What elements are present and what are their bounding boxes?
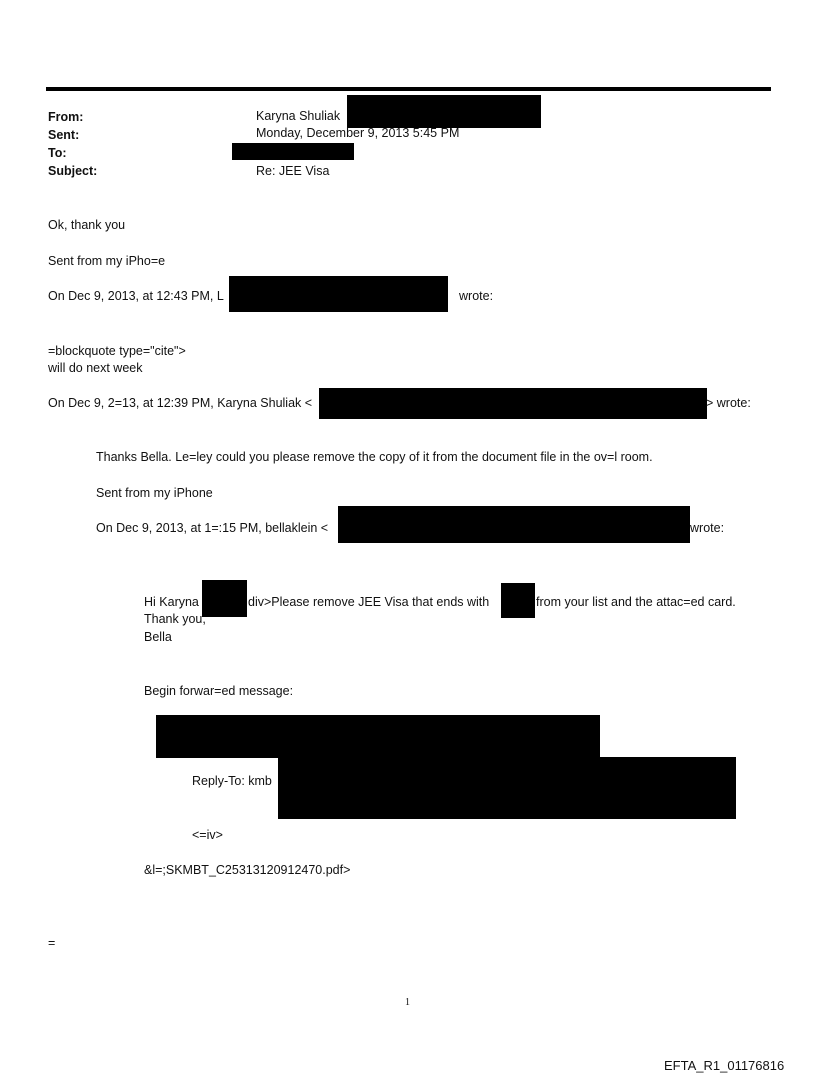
redaction-line-3 [229,276,448,312]
bates-number: EFTA_R1_01176816 [664,1058,785,1073]
redaction-quote2-name [202,580,247,617]
body-line-6-suffix: > wrote: [706,396,751,410]
redaction-line-6 [319,388,707,419]
body-line-3-prefix: On Dec 9, 2013, at 12:43 PM, L [48,289,224,303]
sent-value: Monday, December 9, 2013 5:45 PM [256,126,460,140]
from-label: From: [48,110,84,124]
redaction-from-email [347,95,541,128]
body-line-5: will do next week [48,361,143,375]
body-line-1: Ok, thank you [48,218,126,232]
subject-label: Subject: [48,164,98,178]
attachment-line: &l=;SKMBT_C25313120912470.pdf> [144,863,351,877]
quote2-line-3: Bella [144,630,172,644]
to-label: To: [48,146,67,160]
from-value: Karyna Shuliak [256,109,341,123]
quote3-div: <=iv> [192,828,223,842]
redaction-to [232,143,354,160]
sent-label: Sent: [48,128,80,142]
quote2-line-4: Begin forwar=ed message: [144,684,294,698]
redaction-reply-to [278,757,736,819]
quote2-line-1-b: div>Please remove JEE Visa that ends with [248,595,490,609]
redaction-forwarded-header [156,715,600,758]
quote1-line-1: Thanks Bella. Le=ley could you please remove the copy of it from the document file in the ov=l room. [96,450,653,464]
quote2-line-1-c: from your list and the attac=ed card. [536,595,736,609]
quote1-line-3-suffix: wrote: [690,521,725,535]
quote1-line-3-prefix: On Dec 9, 2013, at 1=:15 PM, bellaklein < [96,521,329,535]
page-number: 1 [405,997,410,1008]
subject-value: Re: JEE Visa [256,164,330,178]
quote1-line-2: Sent from my iPhone [96,486,213,500]
body-line-6-prefix: On Dec 9, 2=13, at 12:39 PM, Karyna Shuliak < [48,396,313,410]
trailing-equals: = [48,936,56,950]
redaction-quote2-digits [501,583,535,618]
quote3-reply-to: Reply-To: kmb [192,774,272,788]
body-line-4: =blockquote type="cite"> [48,344,186,358]
body-line-3-suffix: wrote: [459,289,494,303]
body-line-2: Sent from my iPho=e [48,254,166,268]
header-rule [46,87,771,91]
redaction-quote1-line-3 [338,506,690,543]
quote2-line-2: Thank you, [144,612,206,626]
quote2-line-1-a: Hi Karyna [144,595,199,609]
